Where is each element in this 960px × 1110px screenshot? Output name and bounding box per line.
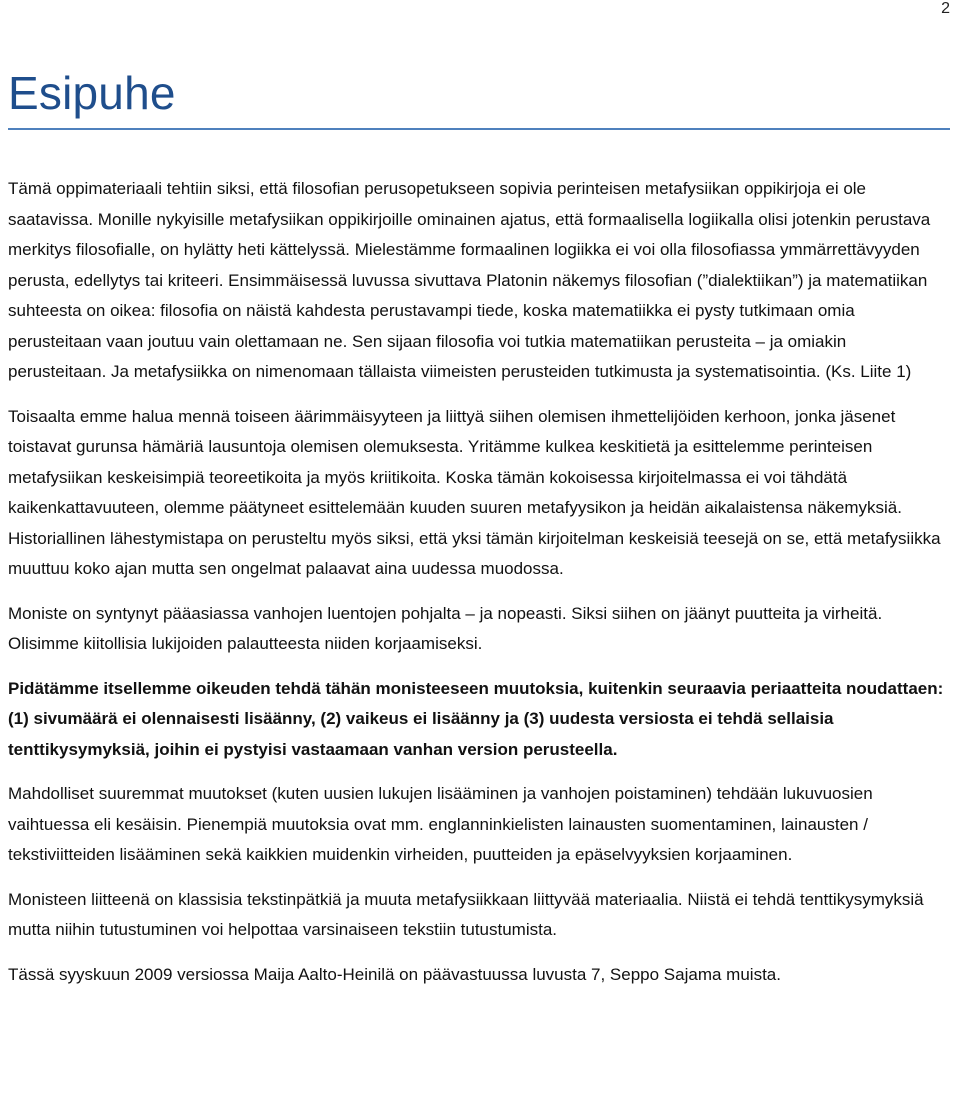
paragraph-5 (8, 779, 948, 871)
document-body (8, 174, 948, 1004)
sentence: Mahdolliset suuremmat muutokset (kuten uusien lukujen lisääminen ja vanhojen poistaminen) tehdään lukuvuosien vaihtuessa eli kesäisin. (8, 784, 873, 834)
sentence: Monisteen liitteenä on klassisia tekstinpätkiä ja muuta metafysiikkaan liittyvää materiaalia. (8, 889, 683, 909)
sentence: Koska tämän kokoisessa kirjoitelmassa ei voi tähdätä kaikenkattavuuteen, olemme päätyneet esittelemään kuuden suuren metafyysikon ja heidän aikalaistensa näkemyksiä. (8, 467, 902, 517)
sentence: Pidätämme itsellemme oikeuden tehdä tähän monisteeseen muutoksia, kuitenkin seuraavia periaatteita noudattaen: (1) sivumäärä ei olennaisesti lisäänny, (2) vaikeus ei lisäänny ja (3) uudesta versiosta ei tehdä sellaisia tenttikysymyksiä, joihin ei pystyisi vastaamaan vanhan version perusteella. (8, 678, 944, 759)
sentence: Niistä ei tehdä tenttikysymyksiä mutta niihin tutustuminen voi helpottaa varsinaiseen tekstiin tutustumista. (8, 889, 924, 939)
page-title: Esipuhe (8, 67, 176, 119)
page-number: 2 (941, 0, 950, 17)
sentence: Toisaalta emme halua mennä toiseen äärimmäisyyteen ja liittyä siihen olemisen ihmettelijöiden kerhoon, jonka jäsenet toistavat gurunsa hämäriä lausuntoja olemisen olemuksesta. (8, 406, 896, 456)
sentence: Moniste on syntynyt pääasiassa vanhojen luentojen pohjalta – ja nopeasti. (8, 603, 567, 623)
sentence: Ensimmäisessä luvussa sivuttava Platonin näkemys filosofian (”dialektiikan”) ja matematiikan suhteesta on oikea: filosofia on näistä kahdesta perustavampi tiede, koska matematiikka ei pysty tutkimaan omia perusteitaan vaan joutuu vain olettamaan ne. (8, 270, 928, 351)
sentence: Mielestämme formaalinen logiikka ei voi olla filosofiassa ymmärrettävyyden perusta, edellytys tai kriteeri. (8, 240, 920, 290)
paragraph-4-bold-policy (8, 674, 948, 766)
sentence: Siksi siihen on jäänyt puutteita ja virheitä. (571, 603, 883, 623)
paragraph-3 (8, 599, 948, 660)
paragraph-2 (8, 402, 948, 585)
title-underline (8, 128, 950, 130)
paragraph-6 (8, 885, 948, 946)
sentence: Monille nykyisille metafysiikan oppikirjoille ominainen ajatus, että formaalisella logiikalla olisi jotenkin perustava merkitys filosofialle, on hylätty heti kättelyssä. (8, 209, 931, 259)
paragraph-7 (8, 960, 948, 991)
sentence: Ja metafysiikka on nimenomaan tällaista viimeisten perusteiden tutkimusta ja systematisointia. (Ks. Liite 1) (111, 362, 912, 381)
sentence: Historiallinen lähestymistapa on perusteltu myös siksi, että yksi tämän kirjoitelman keskeisiä teesejä on se, että metafysiikka muuttuu koko ajan mutta sen ongelmat palaavat aina uudessa muodossa. (8, 528, 941, 578)
sentence: Sen sijaan filosofia voi tutkia matematiikan perusteita – ja omiakin perusteitaan. (8, 331, 847, 381)
sentence: Pienempiä muutoksia ovat mm. englanninkielisten lainausten suomentaminen, lainausten / tekstiviitteiden lisääminen sekä kaikkien muidenkin virheiden, puutteiden ja epäselvyyksien korjaaminen. (8, 814, 868, 864)
sentence: Tässä syyskuun 2009 versiossa Maija Aalto-Heinilä on päävastuussa luvusta 7, Seppo Sajama muista. (8, 964, 781, 984)
sentence: Olisimme kiitollisia lukijoiden palautteesta niiden korjaamiseksi. (8, 634, 483, 653)
paragraph-1 (8, 174, 948, 388)
sentence: Tämä oppimateriaali tehtiin siksi, että filosofian perusopetukseen sopivia perinteisen metafysiikan oppikirjoja ei ole saatavissa. (8, 179, 867, 229)
sentence: Yritämme kulkea keskitietä ja esittelemme perinteisen metafysiikan keskeisimpiä teoreetikoita ja myös kriitikoita. (8, 437, 873, 487)
